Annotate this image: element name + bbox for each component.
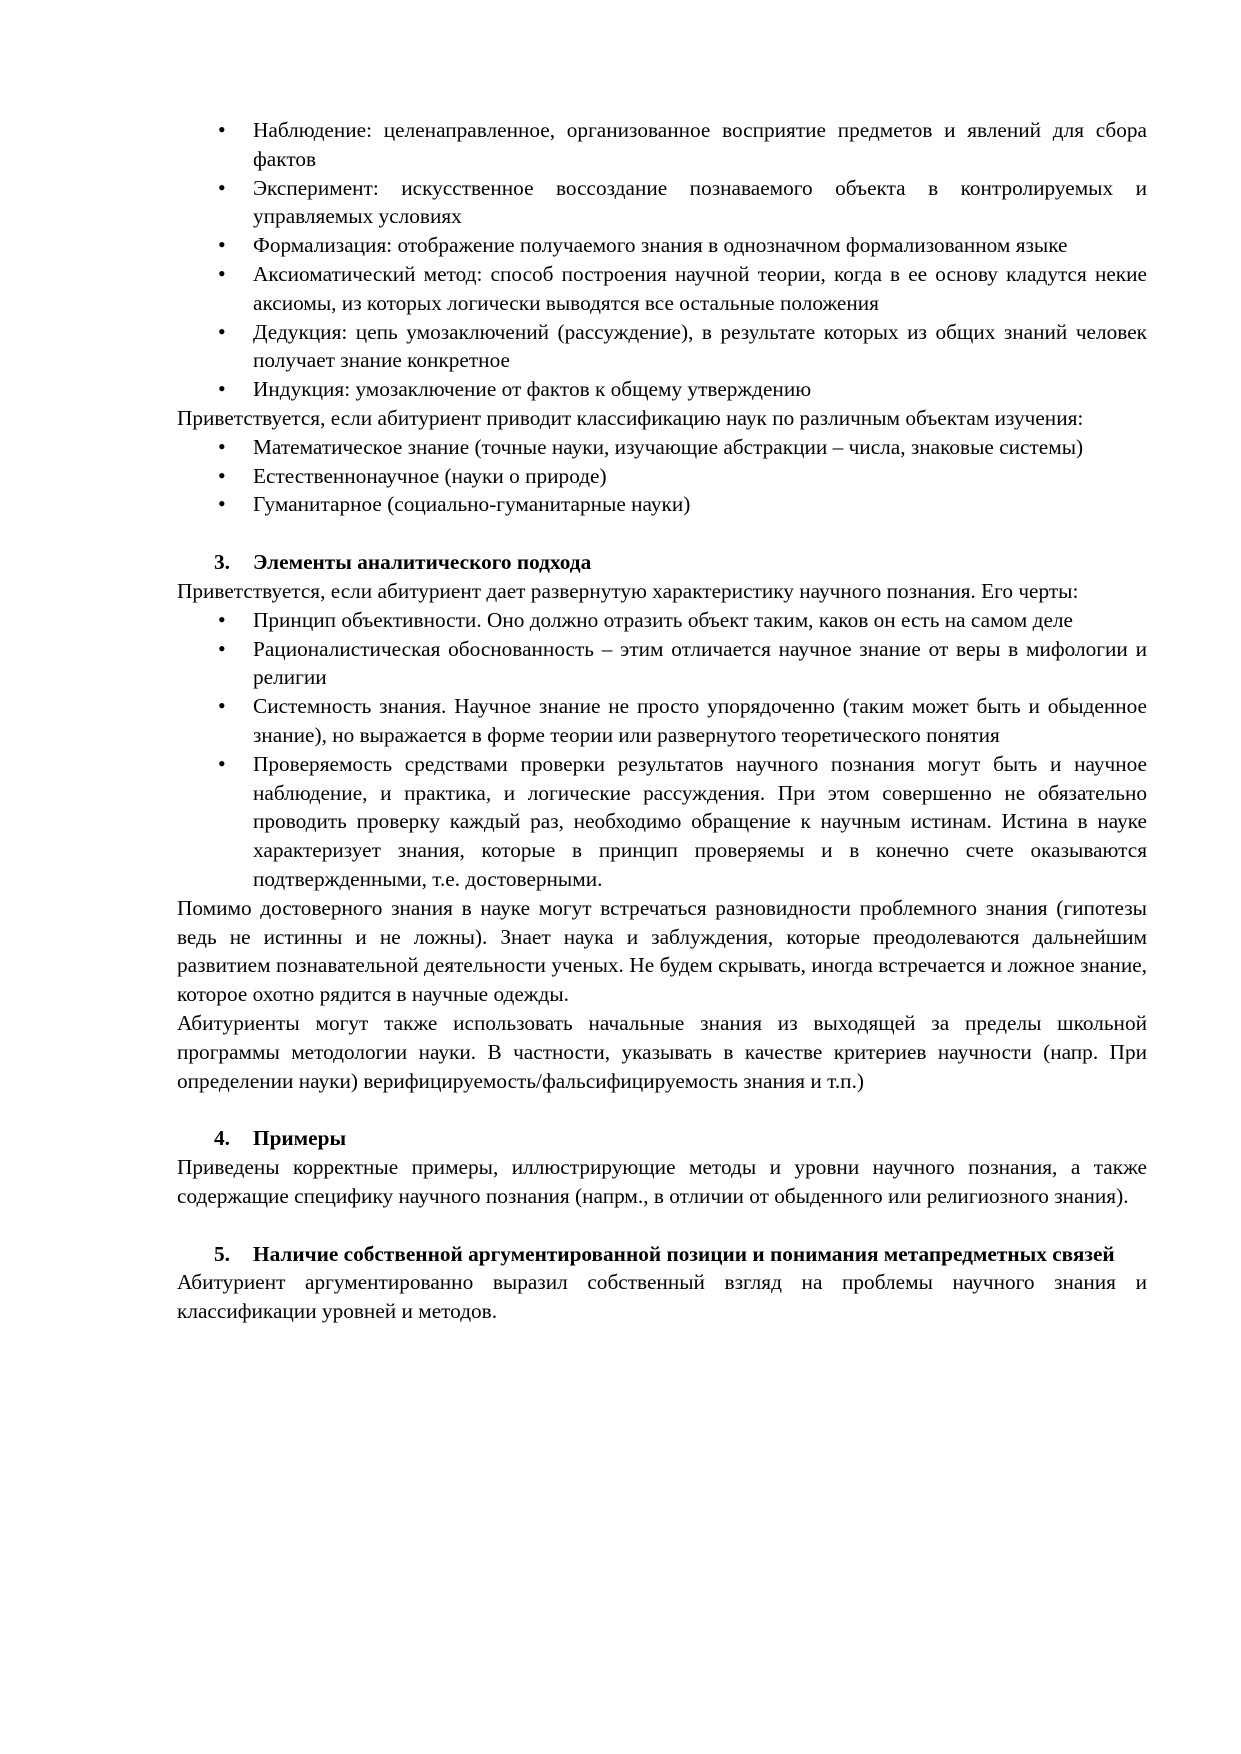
bullet-icon: • (218, 232, 226, 258)
section-title: Элементы аналитического подхода (253, 550, 592, 575)
document-page (177, 116, 1147, 1326)
section-number: 5. (214, 1241, 230, 1266)
list-item (177, 490, 1147, 519)
section-title: Наличие собственной аргументированной позиции и понимания метапредметных связей (253, 1241, 1115, 1266)
list-item (177, 174, 1147, 232)
section-number: 4. (214, 1126, 230, 1151)
list-item-text: Естественнонаучное (науки о природе) (253, 463, 607, 488)
list-item (177, 635, 1147, 693)
list-item (177, 375, 1147, 404)
bullet-icon: • (218, 433, 226, 459)
list-item-text: Аксиоматический метод: способ построения научной теории, когда в ее основу кладутся некие аксиомы, из которых логически выводятся все остальные положения (253, 261, 1147, 315)
list-item (177, 462, 1147, 491)
list-item-text: Наблюдение: целенаправленное, организованное восприятие предметов и явлений для сбора фактов (253, 118, 1147, 171)
list-item (177, 692, 1147, 750)
classification-list (177, 433, 1147, 519)
features-list (177, 606, 1147, 894)
list-item-text: Проверяемость средствами проверки результатов научного познания могут быть и научное наблюдение, и практика, и логические рассуждения. При этом совершенно не обязательно проводить проверку каждый раз, необходимо обращение к научным истинам. Истина в науке характеризует знания, которые в принцип проверяемы и в конечно счете оказываются подтвержденными, т.е. достоверными. (253, 751, 1147, 891)
list-item-text: Системность знания. Научное знание не просто упорядоченно (таким может быть и обыденное знание), но выражается в форме теории или развернутого теоретического понятия (253, 694, 1147, 747)
bullet-icon: • (218, 117, 226, 142)
list-item (177, 433, 1147, 462)
bullet-icon: • (218, 376, 226, 402)
section-3-intro: Приветствуется, если абитуриент дает развернутую характеристику научного познания. Его черты: (177, 578, 1079, 603)
bullet-icon: • (218, 491, 226, 517)
spacer (177, 1211, 1147, 1240)
list-item (177, 116, 1147, 174)
spacer (177, 519, 1147, 548)
spacer (177, 1095, 1147, 1124)
section-3-paragraph: Абитуриенты могут также использовать начальные знания из выходящей за пределы школьной программы методологии науки. В частности, указывать в качестве критериев научности (напр. При определении науки) верифицируемость/фальсифицируемость знания и т.п.) (177, 1010, 1147, 1093)
bullet-icon: • (218, 693, 226, 719)
bullet-icon: • (218, 635, 226, 661)
list-item-text: Дедукция: цепь умозаключений (рассуждение), в результате которых из общих знаний человек получает знание конкретное (253, 319, 1147, 373)
list-item-text: Индукция: умозаключение от фактов к общему утверждению (253, 377, 812, 402)
list-item (177, 750, 1147, 894)
list-item-text: Эксперимент: искусственное воссоздание познаваемого объекта в контролируемых и управляемых условиях (253, 175, 1147, 229)
list-item-text: Рационалистическая обоснованность – этим отличается научное знание от веры в мифологии и религии (253, 636, 1147, 690)
classification-intro: Приветствуется, если абитуриент приводит классификацию наук по различным объектам изучения: (177, 405, 1084, 430)
list-item-text: Формализация: отображение получаемого знания в однозначном формализованном языке (253, 233, 1068, 258)
bullet-icon: • (218, 606, 226, 632)
list-item (177, 318, 1147, 376)
section-5-text: Абитуриент аргументированно выразил собственный взгляд на проблемы научного знания и классификации уровней и методов. (177, 1270, 1147, 1324)
methods-list (177, 116, 1147, 404)
section-4-text: Приведены корректные примеры, иллюстрирующие методы и уровни научного познания, а также содержащие специфику научного познания (напрм., в отличии от обыденного или религиозного знания). (177, 1155, 1147, 1208)
bullet-icon: • (218, 462, 226, 488)
list-item-text: Принцип объективности. Оно должно отразить объект таким, каков он есть на самом деле (253, 607, 1073, 632)
section-4-heading (177, 1124, 1147, 1153)
list-item-text: Математическое знание (точные науки, изучающие абстракции – числа, знаковые системы) (253, 434, 1084, 459)
list-item (177, 260, 1147, 318)
section-number: 3. (214, 550, 230, 575)
bullet-icon: • (218, 174, 226, 200)
section-3-paragraph: Помимо достоверного знания в науке могут встречаться разновидности проблемного знания (гипотезы ведь не истинны и не ложны). Знает наука и заблуждения, которые преодолеваются дальнейшим развитием познавательной деятельности ученых. Не будем скрывать, иногда встречается и ложное знание, которое охотно рядится в научные одежды. (177, 895, 1147, 1007)
list-item-text: Гуманитарное (социально-гуманитарные науки) (253, 492, 691, 517)
list-item (177, 606, 1147, 635)
section-3-heading (177, 548, 1147, 577)
bullet-icon: • (218, 318, 226, 344)
section-5-heading (177, 1240, 1147, 1269)
section-title: Примеры (253, 1126, 347, 1151)
bullet-icon: • (218, 750, 226, 776)
bullet-icon: • (218, 260, 226, 286)
list-item (177, 231, 1147, 260)
